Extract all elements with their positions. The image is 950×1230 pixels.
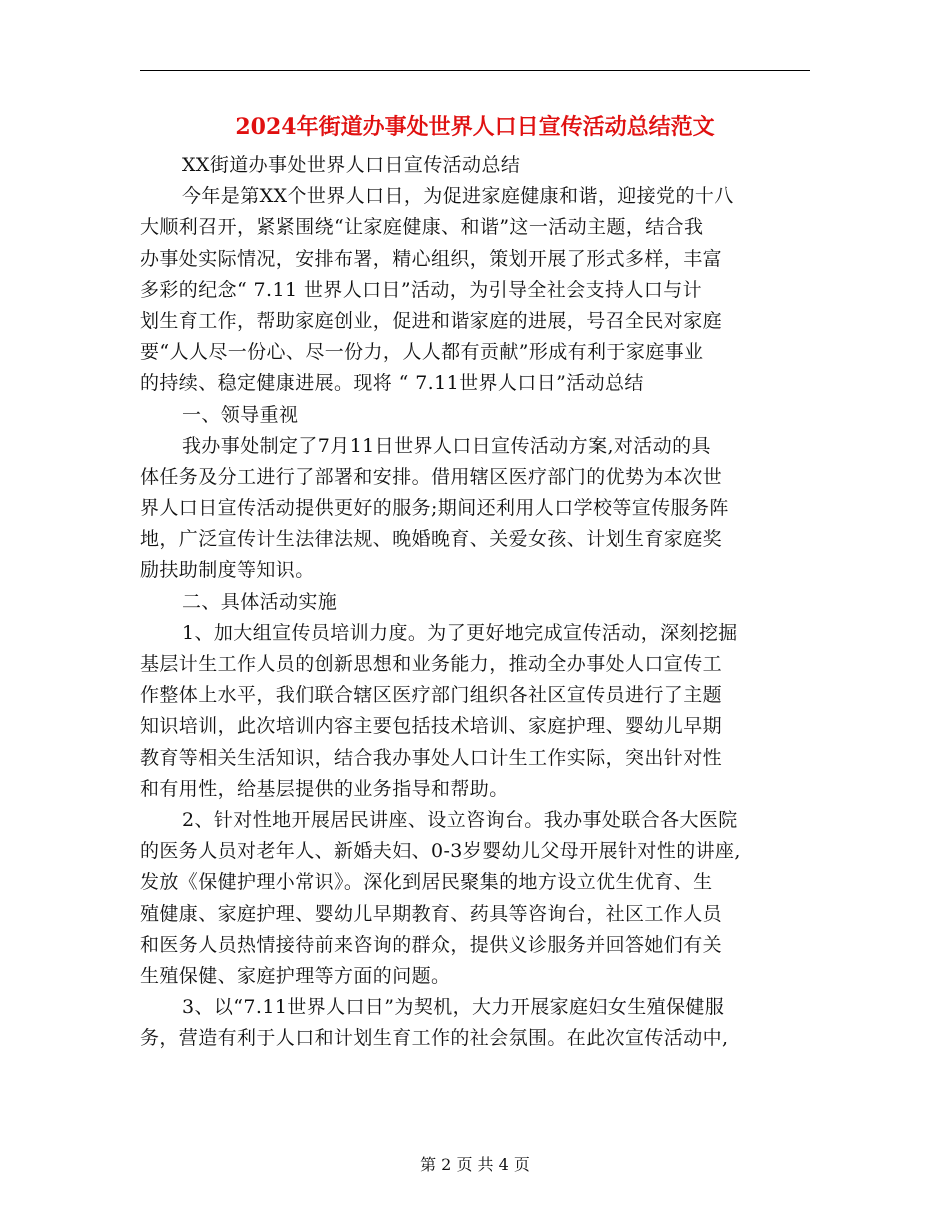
paragraph-line: 地，广泛宣传计生法律法规、晚婚晚育、关爱女孩、计划生育家庭奖 <box>140 528 723 551</box>
paragraph-line: 3、以“7.11世界人口日”为契机，大力开展家庭妇女生殖保健服 <box>182 996 725 1019</box>
paragraph-line: 要“人人尽一份心、尽一份力，人人都有贡献”形成有利于家庭事业 <box>140 341 704 364</box>
paragraph-line: 基层计生工作人员的创新思想和业务能力，推动全办事处人口宣传工 <box>140 653 723 675</box>
paragraph-line: 多彩的纪念“ 7.11 世界人口日”活动，为引导全社会支持人口与计 <box>140 278 703 301</box>
page-number-footer: 第 2 页 共 4 页 <box>420 1155 530 1174</box>
paragraph-line: 大顺利召开，紧紧围绕“让家庭健康、和谐”这一活动主题，结合我 <box>140 216 704 239</box>
paragraph-line: 务，营造有利于人口和计划生育工作的社会氛围。在此次宣传活动中, <box>140 1027 729 1050</box>
paragraph-line: 发放《保健护理小常识》。深化到居民聚集的地方设立优生优育、生 <box>140 871 713 894</box>
section-heading: 一、领导重视 <box>182 403 299 426</box>
paragraph-line: 1、加大组宣传员培训力度。为了更好地完成宣传活动，深刻挖掘 <box>182 621 738 644</box>
header-rule <box>140 70 810 71</box>
paragraph-line: 和有用性，给基层提供的业务指导和帮助。 <box>140 777 509 800</box>
paragraph-line: 今年是第XX个世界人口日，为促进家庭健康和谐，迎接党的十八 <box>182 185 734 208</box>
paragraph-line: 2、针对性地开展居民讲座、设立咨询台。我办事处联合各大医院 <box>182 808 738 831</box>
paragraph-line: 知识培训，此次培训内容主要包括技术培训、家庭护理、婴幼儿早期 <box>140 715 723 738</box>
paragraph-line: 体任务及分工进行了部署和安排。借用辖区医疗部门的优势为本次世 <box>140 465 723 488</box>
section-heading: 二、具体活动实施 <box>182 590 338 613</box>
paragraph-line: 生殖保健、家庭护理等方面的问题。 <box>140 964 451 987</box>
paragraph-line: 励扶助制度等知识。 <box>140 559 315 582</box>
document-body <box>140 150 820 1054</box>
paragraph-line: 和医务人员热情接待前来咨询的群众，提供义诊服务并回答她们有关 <box>140 933 723 956</box>
paragraph-line: 的持续、稳定健康进展。现将 “ 7.11世界人口日”活动总结 <box>140 372 644 395</box>
subtitle-line: XX街道办事处世界人口日宣传活动总结 <box>182 154 521 176</box>
paragraph-line: 办事处实际情况，安排布署，精心组织，策划开展了形式多样，丰富 <box>140 247 723 270</box>
paragraph-line: 作整体上水平，我们联合辖区医疗部门组织各社区宣传员进行了主题 <box>140 684 723 707</box>
paragraph-line: 划生育工作，帮助家庭创业，促进和谐家庭的进展，号召全民对家庭 <box>140 309 723 332</box>
paragraph-line: 我办事处制定了7月11日世界人口日宣传活动方案,对活动的具 <box>182 434 711 457</box>
paragraph-line: 殖健康、家庭护理、婴幼儿早期教育、药具等咨询台，社区工作人员 <box>140 902 723 925</box>
paragraph-line: 的医务人员对老年人、新婚夫妇、0-3岁婴幼儿父母开展针对性的讲座, <box>140 840 741 863</box>
document-title: 2024年街道办事处世界人口日宣传活动总结范文 <box>235 114 715 140</box>
paragraph-line: 界人口日宣传活动提供更好的服务;期间还利用人口学校等宣传服务阵 <box>140 497 729 520</box>
paragraph-line: 教育等相关生活知识，结合我办事处人口计生工作实际，突出针对性 <box>140 746 723 769</box>
